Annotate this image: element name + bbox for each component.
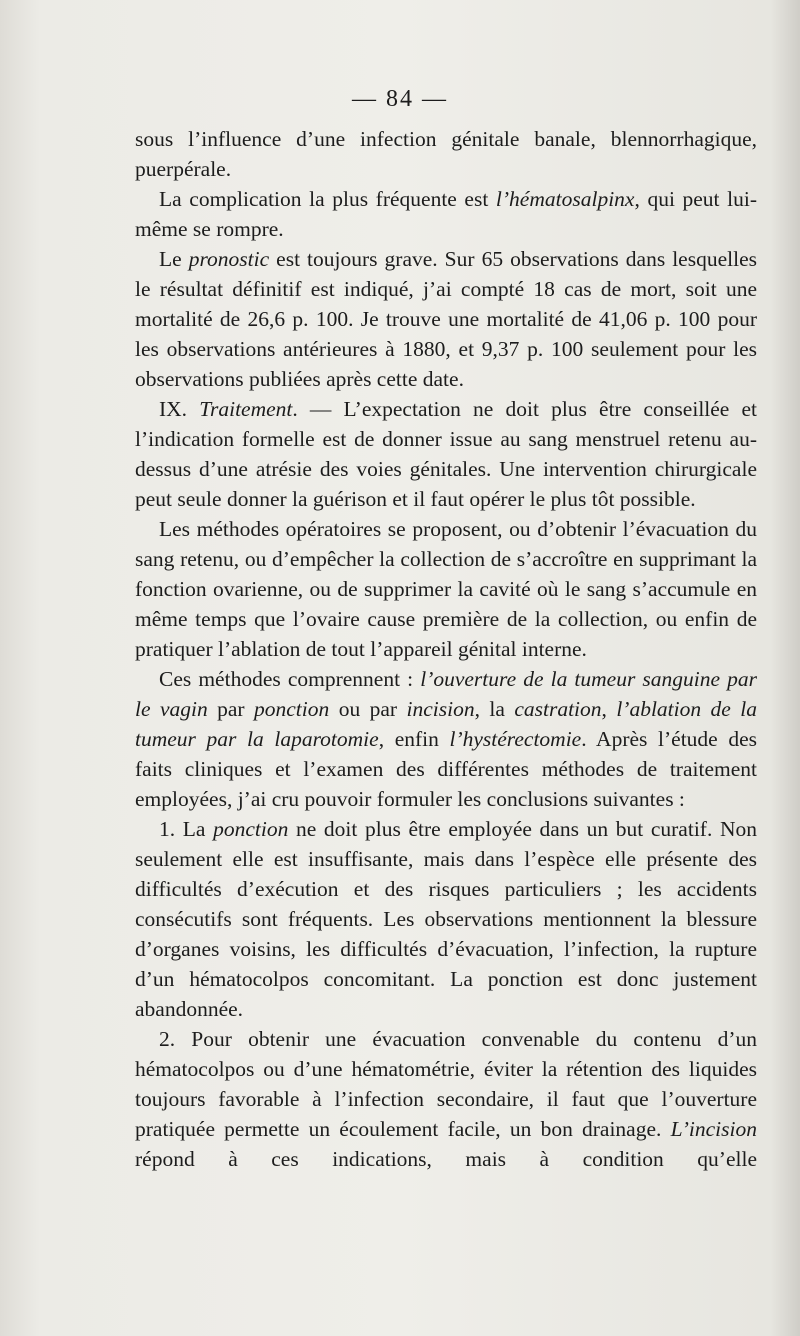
text-run: par [207,697,255,721]
italic-text: L’incision [670,1117,757,1141]
italic-text: ponction [254,697,330,721]
paragraph [135,814,757,1024]
text-run: Ces méthodes comprennent : [159,667,421,691]
text-run: 1. La [159,817,214,841]
paragraph [135,514,757,664]
text-run: Le [159,247,189,271]
italic-text: ponction [213,817,289,841]
paragraph [135,1024,757,1174]
text-run: , enfin [378,727,450,751]
text-run: est toujours grave. Sur 65 observations dans lesquelles le résultat définitif est indiqué, j’ai compté 18 cas de mort, soit une mortalité de 26,6 p. 100. Je trouve une mortalité de 41,06 p. 100 pour les observations antérieures à 1880, et 9,37 p. 100 seulement pour les observations publiées après cette date. [135,247,757,391]
italic-text: pronostic [188,247,270,271]
text-run: sous l’influence d’une infection génitale banale, blennorrhagique, puerpérale. [135,127,757,181]
text-run: , qui peut lui-même se rompre. [135,187,757,241]
text-run: ou par [329,697,407,721]
italic-text: castration [514,697,602,721]
text-run: Les méthodes opératoires se proposent, ou d’obtenir l’évacuation du sang retenu, ou d’empêcher la collection de s’accroître en supprimant la fonction ovarienne, ou de supprimer la cavité où le sang s’accumule en même temps que l’ovaire cause première de la collection, ou enfin de pratiquer l’ablation de tout l’appareil génital interne. [135,517,757,661]
text-run: . — L’expectation ne doit plus être conseillée et l’indication formelle est de donner issue au sang menstruel retenu au-dessus d’une atrésie des voies génitales. Une intervention chirurgicale peut seule donner la guérison et il faut opérer le plus tôt possible. [135,397,758,511]
text-run: . Après l’étude des faits cliniques et l’examen des différentes méthodes de traitement employées, j’ai cru pouvoir formuler les conclusions suivantes : [135,727,757,811]
paragraph [135,244,757,394]
text-run: répond à ces indications, mais à condition qu’elle [135,1147,757,1171]
paragraph [135,664,757,814]
text-run: IX. [159,397,200,421]
text-run: La complication la plus fréquente est [159,187,496,211]
italic-text: Traitement [199,397,293,421]
body-text [135,124,757,1174]
text-run: 2. Pour obtenir une évacuation convenable du contenu d’un hématocolpos ou d’une hématométrie, éviter la rétention des liquides toujours favorable à l’infection secondaire, il faut que l’ouverture pratiquée permette un écoulement facile, un bon drainage. [135,1027,757,1141]
text-run: ne doit plus être employée dans un but curatif. Non seulement elle est insuffisante, mais dans l’espèce elle présente des difficultés d’exécution et des risques particuliers ; les accidents consécutifs sont fréquents. Les observations mentionnent la blessure d’organes voisins, les difficultés d’évacuation, l’infection, la rupture d’un hématocolpos concomitant. La ponction est donc justement abandonnée. [135,817,757,1021]
text-run: , la [474,697,515,721]
italic-text: l’hématosalpinx [495,187,635,211]
paragraph [135,394,757,514]
paragraph [135,124,757,184]
text-run: , [601,697,617,721]
italic-text: incision [406,697,475,721]
italic-text: l’ablation de la tumeur par la laparotomie [135,697,757,751]
italic-text: l’hystérectomie [449,727,582,751]
paragraph [135,184,757,244]
italic-text: l’ouverture de la tumeur sanguine par le vagin [135,667,757,721]
page-number: — 84 — [352,86,448,112]
